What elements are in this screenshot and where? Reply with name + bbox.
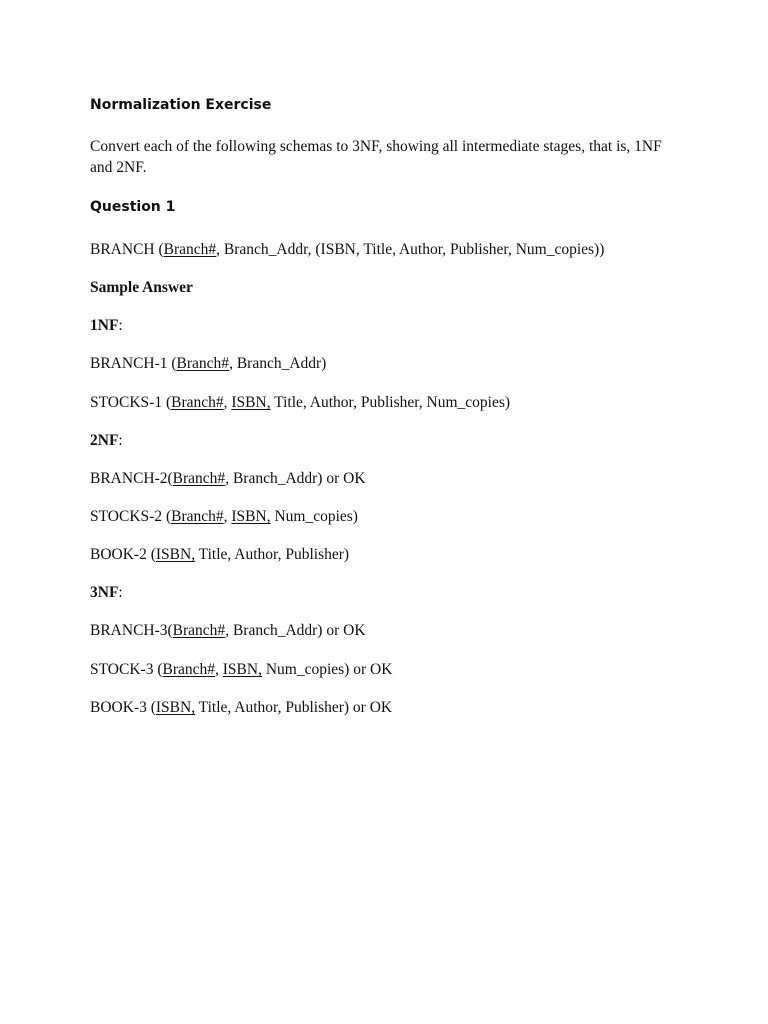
nf3-label: 3NF [90,584,119,601]
schema-key: ISBN, [222,661,262,678]
schema-attributes: Title, Author, Publisher) [195,546,350,563]
schema-separator: , [223,394,232,411]
schema-attributes: , Branch_Addr) or OK [225,470,366,487]
nf3-branch-schema [90,620,366,641]
schema-attributes: Num_copies) [270,508,358,525]
schema-key: ISBN, [155,699,196,716]
document-title: Normalization Exercise [90,97,272,113]
schema-attributes: , Branch_Addr, (ISBN, Title, Author, Publisher, Num_copies)) [216,241,605,258]
schema-attributes: Title, Author, Publisher) or OK [195,699,393,716]
schema-key: Branch# [162,661,215,678]
schema-separator: , [215,661,223,678]
schema-name: STOCK-3 ( [90,661,163,678]
schema-key: ISBN, [155,546,196,563]
schema-name: BRANCH-1 ( [90,355,177,372]
schema-name: BRANCH-3( [90,622,173,639]
nf1-stocks-schema [90,392,510,413]
question-label: Question 1 [90,199,176,215]
nf3-heading [90,582,123,603]
sample-answer-label: Sample Answer [90,279,193,296]
nf1-heading [90,315,123,336]
schema-name: BOOK-2 ( [90,546,156,563]
question-schema [90,239,604,260]
schema-attributes: Title, Author, Publisher, Num_copies) [270,394,511,411]
nf1-branch-schema [90,353,326,374]
nf3-colon: : [118,584,123,601]
schema-name: BRANCH-2( [90,470,173,487]
schema-key: Branch# [172,470,226,487]
nf3-book-schema [90,697,392,718]
schema-name: BOOK-3 ( [90,699,156,716]
instruction-text: Convert each of the following schemas to 3NF, showing all intermediate stages, that is, 1NF and 2NF. [90,138,662,176]
schema-key: Branch# [171,394,224,411]
schema-name: STOCKS-2 ( [90,508,172,525]
schema-key: Branch# [171,508,224,525]
schema-key: ISBN, [231,394,271,411]
schema-name: BRANCH ( [90,241,164,258]
nf2-heading [90,430,123,451]
schema-name: STOCKS-1 ( [90,394,172,411]
nf1-label: 1NF [90,317,119,334]
schema-attributes: Num_copies) or OK [261,661,393,678]
nf2-colon: : [118,432,123,449]
schema-key: Branch# [163,241,217,258]
schema-key: Branch# [176,355,230,372]
nf1-colon: : [118,317,123,334]
schema-key: ISBN, [231,508,271,525]
nf3-stock-schema [90,659,392,680]
nf2-branch-schema [90,468,366,489]
schema-attributes: , Branch_Addr) [229,355,327,372]
schema-attributes: , Branch_Addr) or OK [225,622,366,639]
nf2-label: 2NF [90,432,119,449]
nf2-stocks-schema [90,506,358,527]
nf2-book-schema [90,544,349,565]
schema-separator: , [223,508,232,525]
schema-key: Branch# [172,622,226,639]
